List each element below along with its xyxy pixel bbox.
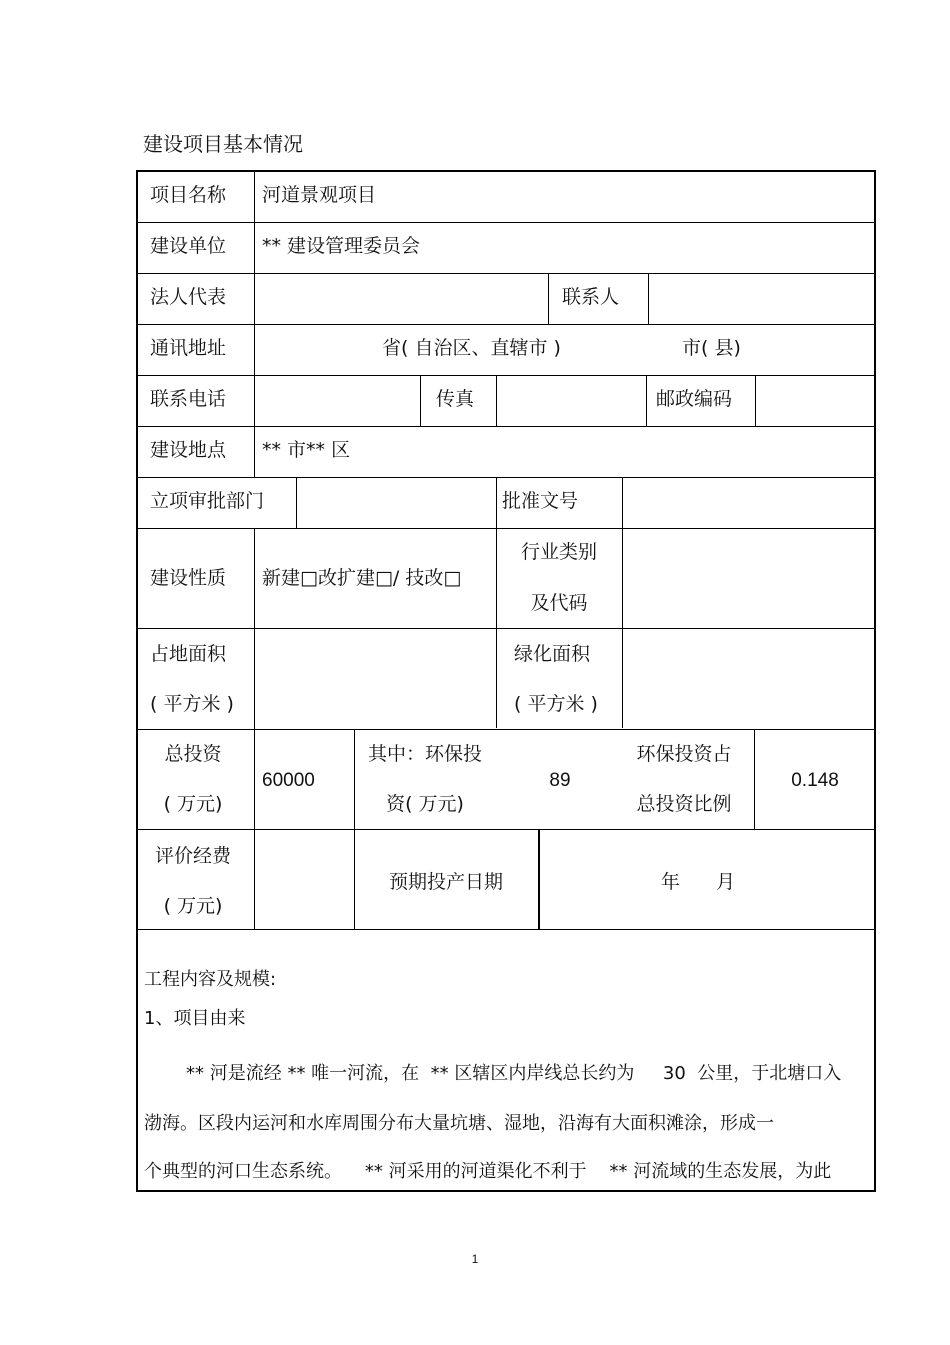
env-invest-label: 其中：环保投	[367, 743, 483, 765]
industry-label: 行业类别	[520, 541, 598, 563]
ratio-value: 0.148	[791, 770, 839, 791]
green-area-unit: ( 平方米 )	[514, 693, 598, 715]
project-name-value: 河道景观项目	[262, 184, 377, 206]
industry-label-2: 及代码	[530, 592, 588, 614]
eval-fee-label: 评价经费	[154, 845, 232, 867]
contact-label: 联系人	[562, 286, 620, 308]
content-heading: 工程内容及规模:	[144, 969, 277, 990]
fax-label: 传真	[436, 388, 475, 410]
phone-label: 联系电话	[150, 388, 227, 410]
env-invest-unit: 资( 万元)	[386, 793, 464, 815]
env-invest-value: 89	[549, 770, 571, 791]
total-invest-label: 总投资	[164, 743, 222, 765]
basic-info-form	[136, 170, 876, 1192]
site-label: 建设地点	[150, 439, 227, 461]
address-city: 市( 县)	[682, 337, 741, 359]
expected-date-value: 年 月	[660, 871, 736, 893]
nature-options[interactable]: 新建□改扩建□/ 技改□	[262, 567, 462, 589]
paragraph-line: 渤海。区段内运河和水库周围分布大量坑塘、湿地，沿海有大面积滩涂，形成一	[144, 1113, 774, 1134]
approval-no-label: 批准文号	[502, 490, 579, 512]
paragraph-line: 个典型的河口生态系统。 ** 河采用的河道渠化不利于 ** 河流域的生态发展，为此	[144, 1161, 832, 1182]
address-label: 通讯地址	[150, 337, 227, 359]
land-area-label: 占地面积	[150, 643, 227, 665]
total-invest-unit: ( 万元)	[163, 793, 223, 815]
green-area-label: 绿化面积	[514, 643, 591, 665]
site-value: ** 市** 区	[262, 439, 351, 461]
total-invest-value: 60000	[262, 770, 315, 791]
section-heading: 1、项目由来	[144, 1008, 246, 1029]
postcode-label: 邮政编码	[656, 388, 733, 410]
legal-rep-label: 法人代表	[150, 286, 227, 308]
address-province: 省( 自治区、直辖市 )	[382, 337, 561, 359]
project-name-label: 项目名称	[150, 184, 227, 206]
land-area-unit: ( 平方米 )	[150, 693, 234, 715]
expected-date-label: 预期投产日期	[388, 871, 504, 893]
builder-label: 建设单位	[150, 235, 227, 257]
ratio-label-2: 总投资比例	[636, 793, 732, 815]
eval-fee-unit: ( 万元)	[163, 895, 223, 917]
builder-value: ** 建设管理委员会	[262, 235, 421, 257]
approval-dept-label: 立项审批部门	[150, 490, 265, 512]
page-number: 1	[471, 1252, 479, 1266]
nature-label: 建设性质	[150, 567, 227, 589]
paragraph-line: ** 河是流经 ** 唯一河流，在 ** 区辖区内岸线总长约为 30 公里，于北塘口入	[186, 1063, 842, 1084]
page-title: 建设项目基本情况	[143, 132, 303, 156]
ratio-label: 环保投资占	[636, 743, 732, 765]
